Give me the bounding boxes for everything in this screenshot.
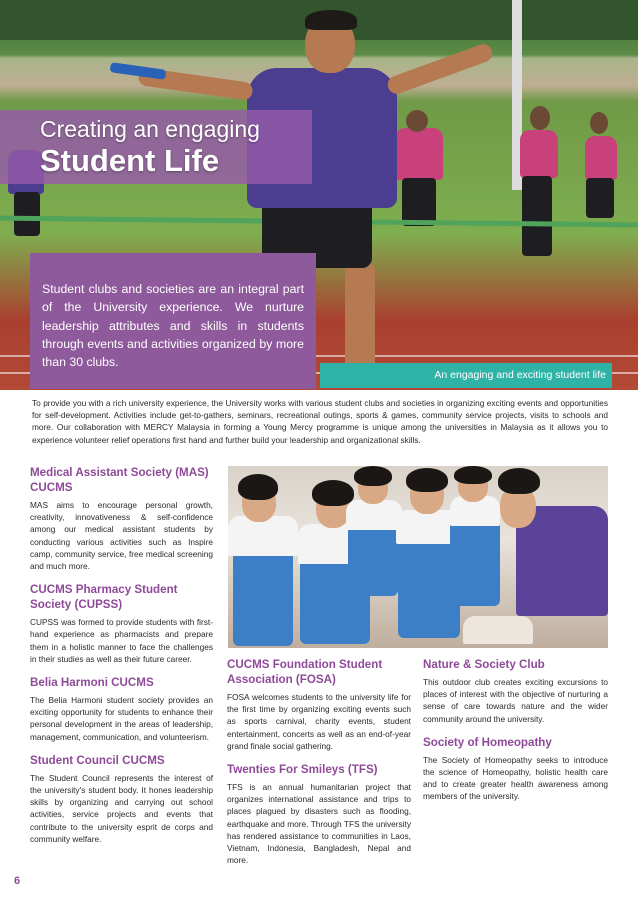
background-runner — [585, 136, 617, 180]
intro-text: Student clubs and societies are an integral part of the University experience. We nurture leadership attributes and skills in students through events and activities organized by more than 30 clubs. — [42, 282, 304, 370]
section-body: FOSA welcomes students to the university life for the first time by organizing exciting events such as sports carnival, charity events, student entertainment, concerts as well as an end-of-year grand finale social gathering. — [227, 692, 411, 751]
page-title-line1: Creating an engaging — [40, 116, 260, 142]
section-heading: CUCMS Pharmacy Student Society (CUPSS) — [30, 583, 178, 612]
section-heading: Society of Homeopathy — [423, 735, 552, 749]
section-body: CUPSS was formed to provide students with first-hand experience as pharmacists and prepare them in a holistic manner to face the challenges in their studies as well as their future career. — [30, 617, 213, 664]
student-hair — [454, 466, 492, 484]
middle-column — [227, 657, 411, 876]
background-runner-head — [530, 106, 550, 130]
runner-leg — [345, 260, 375, 380]
section-body: This outdoor club creates exciting excursions to places of interest with the objective of nurturing a sense of care towards nature and the wider community around the university. — [423, 677, 608, 724]
runner-arm — [385, 42, 495, 97]
instructor-hair — [498, 468, 540, 494]
section-body: The Student Council represents the interest of the university's student body. It hones leadership skills by organizing and carrying out school activities, service projects and events that contribute to the university esprit de corps and community welfare. — [30, 772, 213, 844]
student-hair — [312, 480, 354, 506]
section-body: The Society of Homeopathy seeks to introduce the science of Homeopathy, holistic health care and to create greater health awareness among members of the university. — [423, 754, 608, 802]
background-runner-head — [406, 110, 428, 132]
background-runner-trousers — [522, 176, 552, 256]
runner-hair — [305, 10, 357, 30]
section-body: TFS is an annual humanitarian project that organizes international assistance and trips to places plagued by disasters such as flooding, earthquake and more. Through TFS the university has rendered assistance to communities in Laos, Vietnam, Indonesia, Bangladesh, Nepal and more. — [227, 782, 411, 866]
background-runner-shorts — [402, 178, 436, 226]
students-photo — [228, 466, 608, 648]
section-heading: Student Council CUCMS — [30, 753, 165, 767]
section-body: MAS aims to encourage personal growth, creativity, innovativeness & self-confidence among our medical assistant students by conducting various activities such as Inspire camp, community service, free medical screening and much more. — [30, 500, 213, 572]
photo-caption: An engaging and exciting student life — [434, 369, 606, 381]
background-runner — [395, 128, 443, 180]
right-column — [423, 657, 608, 813]
student-hair — [354, 466, 392, 486]
page-title-line2: Student Life — [40, 143, 220, 178]
student-blouse — [228, 516, 298, 556]
background-runner — [520, 130, 558, 178]
background-runner-trousers — [14, 192, 40, 236]
left-column — [30, 465, 213, 855]
background-runner-shorts — [586, 178, 614, 218]
section-body: The Belia Harmoni student society provides an exciting opportunity for students to enhance their personal development in the areas of leadership, management, communication, and volunteerism. — [30, 695, 213, 742]
section-heading: Belia Harmoni CUCMS — [30, 676, 154, 690]
student-hair — [238, 474, 278, 500]
section-heading: Medical Assistant Society (MAS) CUCMS — [30, 466, 209, 494]
section-heading: Nature & Society Club — [423, 658, 545, 671]
student-hair — [406, 468, 448, 492]
section-heading: Twenties For Smileys (TFS) — [227, 763, 378, 777]
section-heading: CUCMS Foundation Student Association (FOSA) — [227, 658, 383, 686]
student-blouse — [346, 500, 402, 530]
training-manikin — [463, 616, 533, 644]
lead-paragraph: To provide you with a rich university experience, the University works with various student clubs and societies in organizing exciting events and opportunities for self-development. Activities include get-to-gathers, seminars, recreational outings, sports & games, community service projects, visits to schools and more. Our collaboration with MERCY Malaysia in forming a Young Mercy programme is unique among the universities in Malaysia as it allows you to experience volunteer relief operations first hand and further build your leadership and organizational skills. — [32, 398, 608, 445]
background-runner-head — [590, 112, 608, 134]
page-number: 6 — [14, 875, 21, 887]
